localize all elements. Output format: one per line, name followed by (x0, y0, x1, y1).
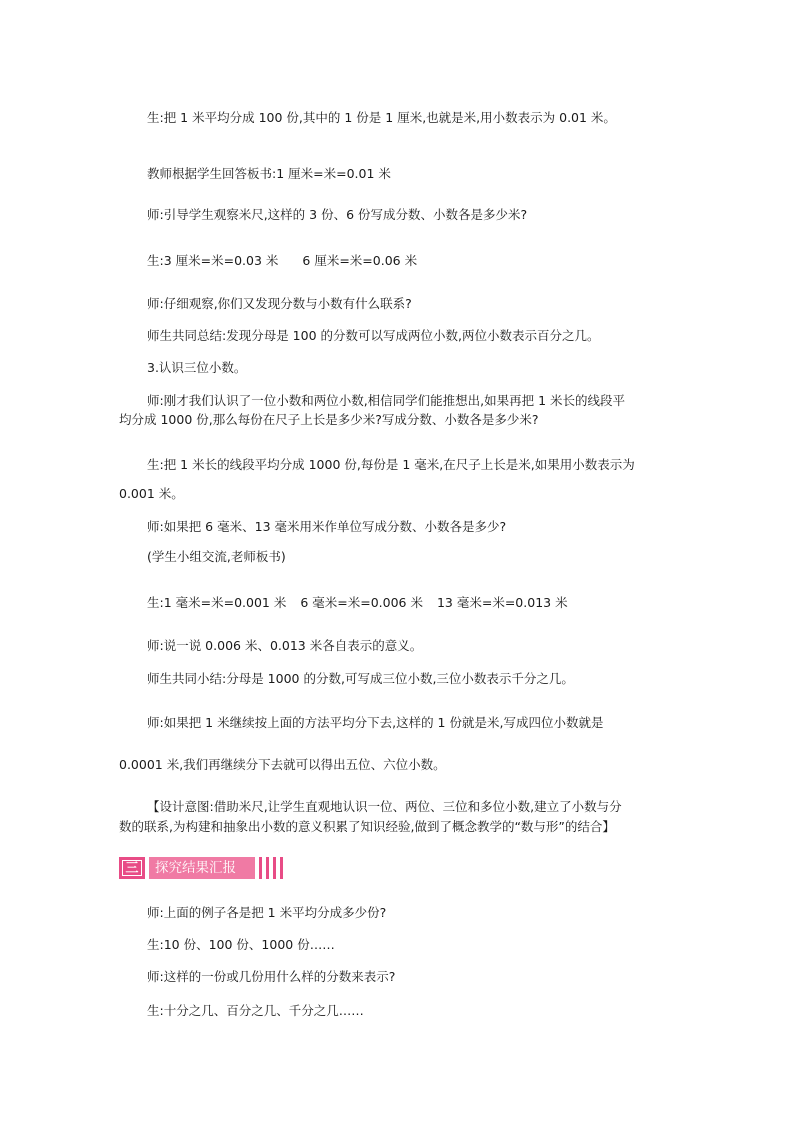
paragraph-line: 师:引导学生观察米尺,这样的 3 份、6 份写成分数、小数各是多少米? (147, 207, 528, 222)
equation-text: 6 厘米=米=0.06 米 (302, 253, 418, 268)
stripe (259, 857, 262, 879)
stripe (266, 857, 269, 879)
section-header (119, 857, 301, 879)
design-intent-note: 数的联系,为构建和抽象出小数的意义积累了知识经验,做到了概念教学的“数与形”的结合】 (119, 819, 615, 834)
paragraph-line: 生:把 1 米平均分成 100 份,其中的 1 份是 1 厘米,也就是米,用小数表示为 0.01 米。 (147, 110, 616, 125)
paragraph-line: 师:上面的例子各是把 1 米平均分成多少份? (147, 905, 387, 920)
section-decoration (259, 857, 287, 879)
paragraph-line: (学生小组交流,老师板书) (147, 549, 286, 564)
paragraph-line (147, 253, 417, 269)
paragraph-line: 生:10 份、100 份、1000 份…… (147, 937, 335, 952)
section-title: 探究结果汇报 (149, 857, 255, 879)
stripe (273, 857, 276, 879)
paragraph-line: 师:如果把 6 毫米、13 毫米用米作单位写成分数、小数各是多少? (147, 519, 507, 534)
paragraph-line: 生:把 1 米长的线段平均分成 1000 份,每份是 1 毫米,在尺子上长是米,如果用小数表示为 (147, 457, 635, 472)
paragraph-line: 教师根据学生回答板书:1 厘米=米=0.01 米 (147, 166, 391, 181)
paragraph-line: 师生共同总结:发现分母是 100 的分数可以写成两位小数,两位小数表示百分之几。 (147, 328, 600, 343)
paragraph-line (147, 595, 568, 611)
paragraph-line: 师:刚才我们认识了一位小数和两位小数,相信同学们能推想出,如果再把 1 米长的线段平 (147, 393, 626, 408)
equation-text: 生:1 毫米=米=0.001 米 (147, 595, 287, 610)
paragraph-line: 0.0001 米,我们再继续分下去就可以得出五位、六位小数。 (119, 757, 446, 772)
section-number: 三 (122, 860, 142, 876)
paragraph-line: 生:十分之几、百分之几、千分之几…… (147, 1003, 364, 1018)
equation-text: 生:3 厘米=米=0.03 米 (147, 253, 279, 268)
paragraph-line: 师:说一说 0.006 米、0.013 米各自表示的意义。 (147, 638, 423, 653)
paragraph-line: 师:这样的一份或几份用什么样的分数来表示? (147, 969, 396, 984)
paragraph-line: 0.001 米。 (119, 486, 184, 501)
equation-text: 6 毫米=米=0.006 米 (300, 595, 423, 610)
section-number-badge (119, 857, 145, 879)
paragraph-line: 均分成 1000 份,那么每份在尺子上长是多少米?写成分数、小数各是多少米? (119, 412, 539, 427)
equation-text: 13 毫米=米=0.013 米 (436, 595, 568, 610)
paragraph-line: 师生共同小结:分母是 1000 的分数,可写成三位小数,三位小数表示千分之几。 (147, 671, 574, 686)
subheading: 3.认识三位小数。 (147, 360, 247, 375)
paragraph-line: 师:如果把 1 米继续按上面的方法平均分下去,这样的 1 份就是米,写成四位小数就是 (147, 715, 604, 730)
paragraph-line: 师:仔细观察,你们又发现分数与小数有什么联系? (147, 296, 412, 311)
design-intent-note: 【设计意图:借助米尺,让学生直观地认识一位、两位、三位和多位小数,建立了小数与分 (147, 799, 622, 814)
stripe (280, 857, 283, 879)
